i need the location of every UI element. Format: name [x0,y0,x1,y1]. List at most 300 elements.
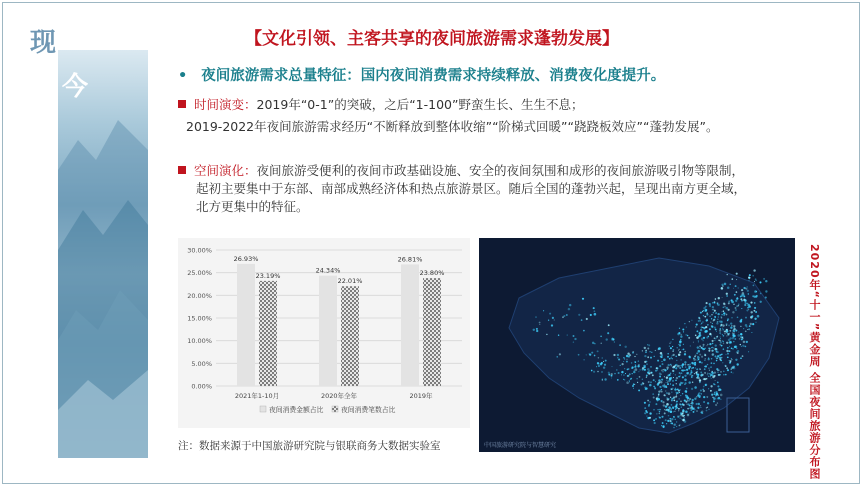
map-light-dot [586,318,588,320]
map-light-dot [729,360,731,362]
map-light-dot [712,347,714,349]
map-light-dot [710,367,711,368]
map-light-dot [669,420,671,422]
map-light-dot [589,353,590,354]
map-light-dot [709,333,711,335]
map-light-dot [671,357,672,358]
map-light-dot [731,347,733,349]
map-light-dot [633,383,635,385]
map-light-dot [549,313,551,315]
map-light-dot [703,340,704,341]
map-light-dot [679,328,680,329]
bar [401,264,419,386]
map-light-dot [648,381,650,383]
map-light-dot [735,285,737,287]
map-light-dot [649,417,651,419]
map-light-dot [657,409,658,410]
map-light-dot [687,395,688,396]
side-title-char-2: 今 [62,72,89,102]
map-light-dot [717,394,718,395]
map-light-dot [664,376,665,377]
map-light-dot [665,382,666,383]
map-light-dot [673,377,674,378]
map-light-dot [659,409,661,411]
map-light-dot [740,320,743,323]
map-light-dot [591,370,593,372]
map-light-dot [717,303,718,304]
map-light-dot [708,350,710,352]
map-light-dot [718,374,720,376]
map-light-dot [669,346,670,347]
map-light-dot [673,354,675,356]
map-light-dot [712,309,713,310]
map-light-dot [616,369,617,370]
map-light-dot [709,303,711,305]
map-light-dot [607,332,609,334]
map-light-dot [653,386,655,388]
map-light-dot [722,334,723,335]
map-light-dot [658,379,661,382]
map-light-dot [642,379,643,380]
map-light-dot [663,404,665,406]
map-light-dot [618,358,620,360]
map-light-dot [699,345,701,347]
map-light-dot [710,385,712,387]
map-light-dot [573,335,575,337]
map-light-dot [684,379,687,382]
map-light-dot [738,332,739,333]
map-light-dot [698,403,700,405]
map-light-dot [695,335,697,337]
map-light-dot [682,369,684,371]
map-light-dot [699,334,702,337]
map-light-dot [718,340,719,341]
map-light-dot [707,344,708,345]
map-light-dot [657,360,659,362]
map-light-dot [644,407,646,409]
map-light-dot [671,418,673,420]
map-light-dot [710,376,711,377]
map-light-dot [741,337,742,338]
map-light-dot [706,302,708,304]
map-light-dot [736,297,738,299]
map-light-dot [723,312,725,314]
map-light-dot [661,401,662,402]
map-light-dot [698,340,699,341]
map-light-dot [720,338,721,339]
map-light-dot [688,401,689,402]
total-demand-bullet [178,64,665,85]
map-light-dot [629,380,630,381]
map-light-dot [678,408,680,410]
map-light-dot [705,348,706,349]
map-light-dot [708,367,710,369]
map-light-dot [693,342,694,343]
map-light-dot [653,409,655,411]
map-light-dot [746,286,747,287]
map-light-dot [626,359,627,360]
map-light-dot [733,288,734,289]
map-light-dot [765,280,767,282]
bar-chart-svg [178,238,470,428]
map-light-dot [723,335,725,337]
map-light-dot [753,310,755,312]
night-consumption-chart [178,238,470,428]
map-light-dot [684,384,685,385]
map-light-dot [629,373,631,375]
legend-swatch [260,406,266,412]
map-light-dot [701,393,702,394]
map-light-dot [659,413,660,414]
map-light-dot [717,319,719,321]
map-light-dot [669,358,671,360]
map-light-dot [631,362,633,364]
map-light-dot [703,344,705,346]
map-light-dot [719,333,720,334]
map-light-dot [667,356,669,358]
map-light-dot [715,312,717,314]
map-light-dot [715,344,717,346]
map-light-dot [617,379,619,381]
map-caption: 中国旅游研究院与智慧研究 [484,442,557,449]
map-light-dot [611,366,612,367]
map-light-dot [724,331,725,332]
map-light-dot [658,394,660,396]
map-light-dot [671,404,673,406]
map-light-dot [724,306,726,308]
map-light-dot [723,343,724,344]
space-evolution-label: 空间演化： [194,163,257,178]
map-light-dot [746,341,748,343]
map-light-dot [722,285,724,287]
map-light-dot [709,328,711,330]
map-light-dot [600,363,603,366]
map-light-dot [706,410,708,412]
map-light-dot [666,380,667,381]
map-light-dot [720,336,721,337]
map-light-dot [742,355,744,357]
map-light-dot [669,343,670,344]
map-light-dot [690,409,692,411]
map-light-dot [636,354,637,355]
map-light-dot [728,324,730,326]
map-light-dot [594,313,597,316]
map-light-dot [645,351,647,353]
map-light-dot [722,329,724,331]
map-light-dot [700,407,701,408]
map-light-dot [649,401,650,402]
bullet-text: 夜间旅游需求总量特征：国内夜间消费需求持续释放、消费夜化度提升。 [201,68,666,84]
map-light-dot [694,398,696,400]
map-light-dot [749,278,750,279]
map-light-dot [702,374,704,376]
map-light-dot [732,330,734,332]
map-light-dot [696,324,698,326]
map-light-dot [642,350,643,351]
map-light-dot [687,408,689,410]
map-light-dot [680,336,682,338]
map-light-dot [714,310,716,312]
map-light-dot [673,399,675,401]
map-light-dot [682,366,683,367]
map-light-dot [717,358,719,360]
map-light-dot [592,342,594,344]
map-light-dot [706,319,708,321]
map-light-dot [751,315,753,317]
map-light-dot [738,304,739,305]
map-light-dot [625,373,626,374]
map-light-dot [609,374,611,376]
map-light-dot [619,344,621,346]
map-light-dot [727,369,729,371]
map-light-dot [705,326,707,328]
map-light-dot [727,347,729,349]
map-light-dot [667,369,668,370]
map-light-dot [670,383,671,384]
map-light-dot [712,354,714,356]
map-light-dot [614,341,615,342]
map-light-dot [684,351,686,353]
map-light-dot [705,306,707,308]
map-light-dot [633,371,635,373]
map-light-dot [666,377,668,379]
map-light-dot [623,374,624,375]
map-light-dot [617,357,618,358]
map-light-dot [693,358,696,361]
map-light-dot [726,293,728,295]
map-light-dot [733,304,735,306]
map-light-dot [688,381,690,383]
map-light-dot [634,356,635,357]
map-light-dot [711,335,712,336]
map-light-dot [678,350,679,351]
map-light-dot [653,379,655,381]
map-light-dot [649,412,651,414]
map-light-dot [672,380,674,382]
map-light-dot [705,358,706,359]
map-light-dot [704,316,706,318]
map-light-dot [705,384,707,386]
map-light-dot [688,356,690,358]
map-light-dot [658,347,661,350]
map-light-dot [712,343,714,345]
map-light-dot [681,407,682,408]
map-light-dot [692,367,694,369]
map-light-dot [661,389,662,390]
map-light-dot [640,383,642,385]
map-light-dot [735,307,737,309]
map-light-dot [665,390,666,391]
map-light-dot [707,374,708,375]
map-light-dot [747,307,749,309]
square-bullet-icon [178,166,186,174]
map-light-dot [670,372,672,374]
map-light-dot [678,410,679,411]
map-light-dot [680,359,681,360]
map-light-dot [705,309,707,311]
map-light-dot [679,415,680,416]
map-light-dot [670,397,671,398]
map-light-dot [654,387,656,389]
map-light-dot [698,320,699,321]
map-light-dot [759,281,761,283]
map-light-dot [676,426,677,427]
map-light-dot [661,425,662,426]
map-light-dot [535,317,536,318]
map-light-dot [604,364,606,366]
map-light-dot [697,346,699,348]
map-light-dot [741,346,742,347]
map-light-dot [700,411,702,413]
map-light-dot [700,312,702,314]
map-light-dot [598,357,600,359]
map-light-dot [635,364,636,365]
y-tick-label: 20.00% [187,291,212,300]
map-light-dot [711,372,713,374]
map-light-dot [675,374,676,375]
map-light-dot [698,392,700,394]
map-light-dot [679,365,680,366]
map-light-dot [597,362,599,364]
map-light-dot [721,345,723,347]
map-light-dot [729,350,731,352]
map-light-dot [726,295,728,297]
map-light-dot [614,373,615,374]
map-light-dot [751,332,752,333]
map-light-dot [712,302,714,304]
map-light-dot [688,337,690,339]
map-light-dot [661,416,663,418]
map-light-dot [668,380,671,383]
map-light-dot [696,330,698,332]
map-light-dot [676,383,677,384]
map-light-dot [683,344,684,345]
map-light-dot [706,312,708,314]
map-light-dot [750,323,752,325]
map-light-dot [754,318,756,320]
map-light-dot [666,423,667,424]
map-light-dot [675,364,677,366]
map-light-dot [726,335,727,336]
map-light-dot [711,358,712,359]
map-light-dot [712,376,715,379]
data-label: 26.81% [397,255,423,264]
time-evolution-line1 [178,96,583,114]
map-light-dot [647,356,649,358]
map-light-dot [627,369,629,371]
map-side-label: 2020年“十一”黄金周 全国夜间旅游分布图 [808,244,821,480]
map-light-dot [696,368,698,370]
map-light-dot [536,328,538,330]
map-light-dot [669,408,670,409]
x-tick-label: 2020年全年 [320,392,358,400]
map-light-dot [670,410,673,413]
map-light-dot [689,398,691,400]
map-light-dot [671,355,672,356]
map-light-dot [666,403,669,406]
map-light-dot [726,329,728,331]
map-light-dot [686,403,687,404]
map-light-dot [680,373,681,374]
map-light-dot [752,323,754,325]
map-light-dot [673,397,674,398]
map-light-dot [726,367,728,369]
map-light-dot [736,348,738,350]
map-light-dot [687,335,689,337]
map-light-dot [602,379,603,380]
map-light-dot [627,375,629,377]
map-light-dot [664,394,666,396]
map-light-dot [631,366,633,368]
map-light-dot [727,274,728,275]
map-light-dot [699,320,701,322]
map-light-dot [644,355,646,357]
map-light-dot [663,385,666,388]
map-light-dot [696,396,698,398]
map-light-dot [704,360,705,361]
map-light-dot [694,364,696,366]
map-light-dot [668,398,670,400]
map-light-dot [655,370,657,372]
map-light-dot [672,339,673,340]
map-light-dot [679,351,681,353]
bar [341,286,359,386]
map-light-dot [725,365,726,366]
map-light-dot [709,370,710,371]
map-light-dot [760,293,762,295]
map-light-dot [596,366,597,367]
map-light-dot [739,338,741,340]
map-light-dot [603,361,604,362]
map-light-dot [723,374,724,375]
map-light-dot [748,328,750,330]
map-light-dot [673,427,675,429]
map-light-dot [742,337,743,338]
y-tick-label: 0.00% [191,382,212,391]
map-light-dot [604,378,606,380]
map-light-dot [689,365,692,368]
map-light-dot [712,306,714,308]
map-light-dot [727,309,729,311]
map-light-dot [720,389,722,391]
map-light-dot [676,392,678,394]
map-light-dot [741,308,742,309]
page-title: 【文化引领、主客共享的夜间旅游需求蓬勃发展】 [245,29,619,49]
map-light-dot [691,320,692,321]
map-light-dot [709,315,711,317]
map-light-dot [686,388,688,390]
map-light-dot [702,389,704,391]
map-light-dot [675,409,676,410]
map-light-dot [731,372,732,373]
map-light-dot [613,354,615,356]
map-light-dot [554,319,555,320]
map-light-dot [725,374,727,376]
map-light-dot [685,391,687,393]
map-light-dot [644,402,646,404]
map-light-dot [674,423,677,426]
map-light-dot [675,391,676,392]
map-light-dot [634,370,635,371]
map-light-dot [685,410,688,413]
map-light-dot [558,334,559,335]
map-light-dot [719,329,721,331]
map-light-dot [724,333,725,334]
map-light-dot [727,318,729,320]
map-light-dot [715,404,717,406]
map-light-dot [680,339,681,340]
map-light-dot [573,341,574,342]
